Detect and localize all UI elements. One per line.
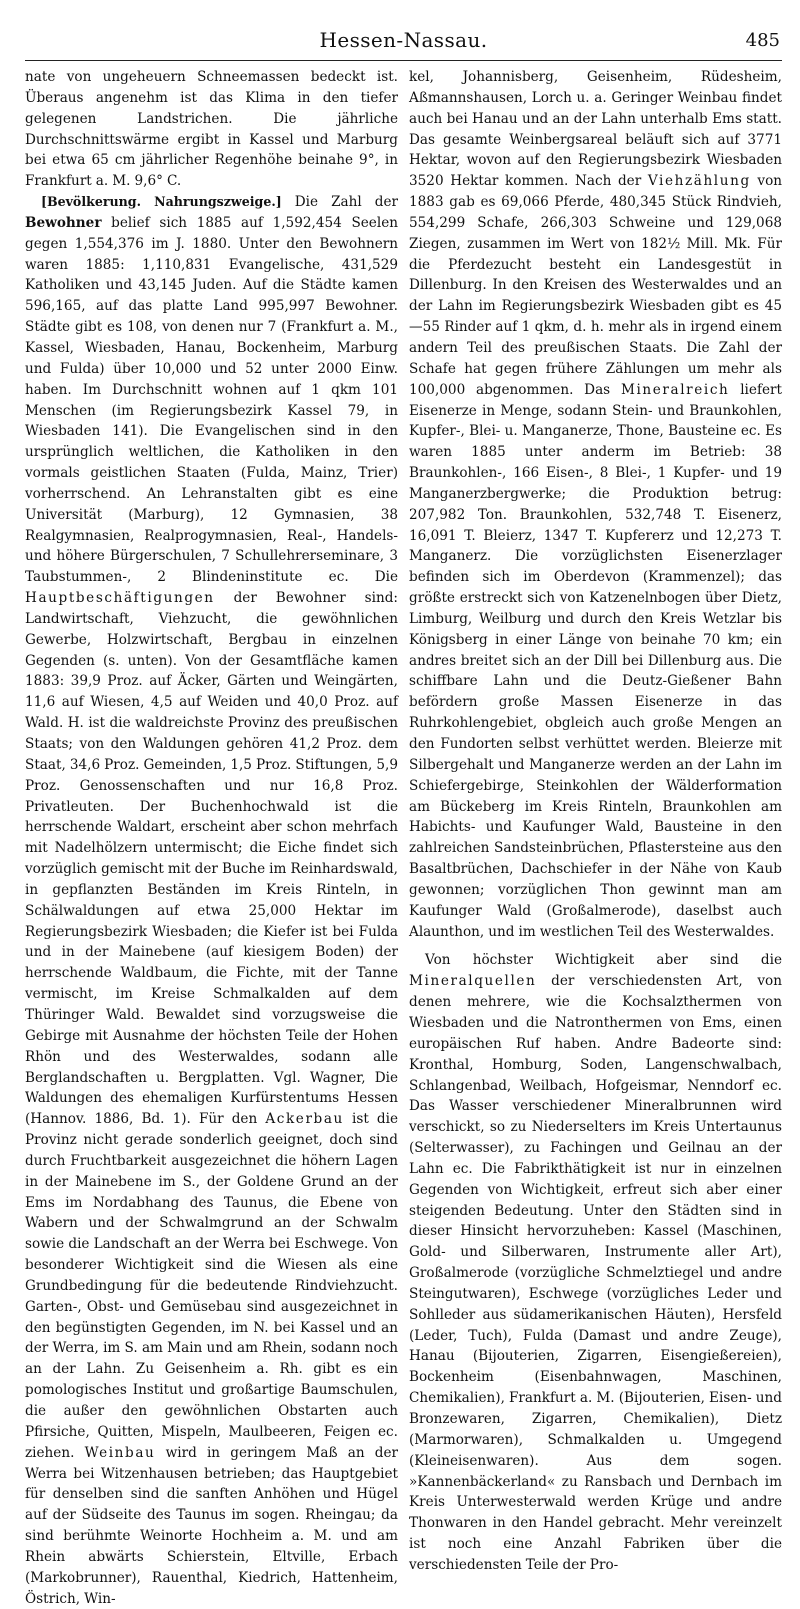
paragraph-population — [25, 192, 398, 1609]
text-columns — [25, 67, 782, 1609]
text-run: liefert Eisenerze in Menge, sodann Stein- und Braunkohlen, Kupfer-, Blei- u. Manganerze, Thone, Bausteine ec. Es waren 1885 unter anderm im Betrieb: 38 Braunkohlen-, 166 Eisen-, 8 Blei-, 1 Kupfer- und 19 Manganerzbergwerke; die Produktion betrug: 207,982 Ton. Braunkohlen, 532,748 T. Eisenerz, 16,091 T. Bleierz, 1347 T. Kupfererz und 12,273 T. Manganerz. Die vorzüglichsten Eisenerzlager befinden sich im Oberdevon (Krammenzel); das größte erstreckt sich von Katzenelnbogen über Dietz, Limburg, Weilburg und durch den Kreis Wetzlar bis Königsberg in einer Länge von beinahe 70 km; ein andres breitet sich an der Dill bei Dillenburg aus. Die schiffbare Lahn und die Deutz-Gießener Bahn befördern große Massen Eisenerze in das Ruhrkohlengebiet, obgleich auch große Mengen an den Fundorten selbst verhüttet werden. Bleierze mit Silbergehalt und Manganerze werden an der Lahn im Schiefergebirge, Steinkohlen der Wälderformation am Bückeberg im Kreis Rinteln, Braunkohlen am Habichts- und Kaufunger Wald, Bausteine in den zahlreichen Sandsteinbrüchen, Pflastersteine aus den Basaltbrüchen, Dachschiefer in der Nähe von Kaub gewonnen; vorzüglichen Thon gewinnt man am Kaufunger Wald (Großalmerode), daselbst auch Alaunthon, und im westlichen Teil des Westerwaldes. — [409, 381, 782, 940]
keyword-mineralquellen: Mineralquellen — [409, 973, 537, 990]
page-number: 485 — [745, 30, 780, 51]
right-column — [409, 67, 782, 1609]
text-run: wird in geringem Maß an der Werra bei Witzenhausen betrieben; das Hauptgebiet für denselben sind die sanften Anhöhen und Hügel auf der Südseite des Taunus im sogen. Rheingau; da sind berühmte Weinorte Hochheim a. M. und am Rhein abwärts Schierstein, Eltville, Erbach (Markobrunner), Rauenthal, Kiedrich, Hattenheim, Östrich, Win- — [25, 1444, 399, 1607]
keyword-viehzaehlung: Viehzählung — [647, 173, 751, 190]
paragraph-springs-industry — [409, 950, 782, 1575]
page-header — [25, 26, 782, 61]
keyword-bewohner: Bewohner — [25, 214, 102, 231]
text-run: von 1883 gab es 69,066 Pferde, 480,345 Stück Rindvieh, 554,299 Schafe, 266,303 Schweine und 129,068 Ziegen, zusammen im Wert von 182½ Mill. Mk. Für die Pferdezucht besteht ein Landesgestüt in Dillenburg. In den Kreisen des Westerwaldes und an der Lahn im Regierungsbezirk Wiesbaden gibt es 45—55 Rinder auf 1 qkm, d. h. mehr als in irgend einem andern Teil des preußischen Staats. Die Zahl der Schafe hat gegen frühere Zählungen um mehr als 100,000 abgenommen. Das — [409, 173, 783, 398]
paragraph-viticulture-minerals — [409, 67, 782, 942]
text-run: Die Zahl der — [281, 194, 398, 211]
section-heading-population: [Bevölkerung. Nahrungszweige.] — [41, 194, 282, 210]
text-run: der Bewohner sind: Landwirtschaft, Viehzucht, die gewöhnlichen Gewerbe, Holzwirtschaft, Bergbau in einzelnen Gegenden (s. unten). Von der Gesamtfläche kamen 1883: 39,9 Proz. auf Äcker, Gärten und Weingärten, 11,6 auf Wiesen, 4,5 auf Weiden und 40,0 Proz. auf Wald. H. ist die waldreichste Provinz des preußischen Staats; von den Waldungen gehören 41,2 Proz. dem Staat, 34,6 Proz. Gemeinden, 1,5 Proz. Stiftungen, 5,9 Proz. Genossenschaften und nur 16,8 Proz. Privatleuten. Der Buchenhochwald ist die herrschende Waldart, erscheint aber schon mehrfach mit Nadelhölzern untermischt; die Eiche findet sich vorzüglich gemischt mit der Buche im Reinhardswald, in gepflanzten Beständen im Kreis Rinteln, in Schälwaldungen auf etwa 25,000 Hektar im Regierungsbezirk Wiesbaden; die Kiefer ist bei Fulda und in der Mainebene (auf kiesigem Boden) der herrschende Waldbaum, die Fichte, mit der Tanne vermischt, im Kreise Schmalkalden auf dem Thüringer Wald. Bewaldet sind vorzugsweise die Gebirge mit Ausnahme der höchsten Teile der Hohen Rhön und des Westerwaldes, sodann alle Berglandschaften u. Bergplatten. Vgl. Wagner, Die Waldungen des ehemaligen Kurfürstentums Hessen (Hannov. 1886, Bd. 1). Für den — [25, 590, 398, 1128]
text-run: belief sich 1885 auf 1,592,454 Seelen gegen 1,554,376 im J. 1880. Unter den Bewohnern waren 1885: 1,110,831 Evangelische, 431,529 Katholiken und 43,145 Juden. Auf die Städte kamen 596,165, auf das platte Land 995,997 Bewohner. Städte gibt es 108, von denen nur 7 (Frankfurt a. M., Kassel, Wiesbaden, Hanau, Bockenheim, Marburg und Fulda) über 10,000 und 52 unter 2000 Einw. haben. Im Durchschnitt wohnen auf 1 qkm 101 Menschen (im Regierungsbezirk Kassel 79, in Wiesbaden 141). Die Evangelischen sind in den ursprünglich weltlichen, die Katholiken in den vormals geistlichen Staaten (Fulda, Mainz, Trier) vorherrschend. An Lehranstalten gibt es eine Universität (Marburg), 12 Gymnasien, 38 Realgymnasien, Realprogymnasien, Real-, Handels- und höhere Bürgerschulen, 7 Schullehrerseminare, 3 Taubstummen-, 2 Blindeninstitute ec. Die — [25, 214, 398, 586]
keyword-hauptbeschaeftigungen: Hauptbeschäftigungen — [25, 590, 215, 607]
text-run: kel, Johannisberg, Geisenheim, Rüdesheim, Aßmannshausen, Lorch u. a. Geringer Weinbau findet auch bei Hanau und an der Lahn unterhalb Ems statt. Das gesamte Weinbergsareal beläuft sich auf 3771 Hektar, wovon auf den Regierungsbezirk Wiesbaden 3520 Hektar kommen. Nach der — [409, 69, 782, 190]
running-title: Hessen-Nassau. — [319, 28, 488, 52]
keyword-mineralreich: Mineralreich — [620, 381, 730, 398]
text-run: Von höchster Wichtigkeit aber sind die — [425, 952, 782, 969]
text-run: ist die Provinz nicht gerade sonderlich geeignet, doch sind durch Fruchtbarkeit ausgezeichnet die höhern Lagen in der Mainebene im S., der Goldene Grund an der Ems im Nordabhang des Taunus, die Ebene von Wabern und der Schwalmgrund an der Schwalm sowie die Landschaft an der Werra bei Eschwege. Von besonderer Wichtigkeit sind die Wiesen als eine Grundbedingung für die bedeutende Rindviehzucht. Garten-, Obst- und Gemüsebau sind ausgezeichnet in den begünstigten Gegenden, im N. bei Kassel und an der Werra, im S. am Main und am Rhein, sodann noch an der Lahn. Zu Geisenheim a. Rh. gibt es ein pomologisches Institut und großartige Baumschulen, die außer den gewöhnlichen Obstarten auch Pfirsiche, Quitten, Mispeln, Maulbeeren, Feigen ec. ziehen. — [25, 1111, 398, 1461]
text-run: der verschiedensten Art, von denen mehrere, wie die Kochsalzthermen von Wiesbaden und die Natronthermen von Ems, einen europäischen Ruf haben. Andre Badeorte sind: Kronthal, Homburg, Soden, Langenschwalbach, Schlangenbad, Weilbach, Hofgeismar, Nenndorf ec. Das Wasser verschiedener Mineralbrunnen wird verschickt, so zu Niederselters im Kreis Untertaunus (Selterwasser), zu Fachingen und Geilnau an der Lahn ec. Die Fabrikthätigkeit ist nur in einzelnen Gegenden von Wichtigkeit, erfreut sich aber einer steigenden Bedeutung. Unter den Städten sind in dieser Hinsicht hervorzuheben: Kassel (Maschinen, Gold- und Silberwaren, Instrumente aller Art), Großalmerode (vorzügliche Schmelztiegel und andre Steingutwaren), Eschwege (vorzügliches Leder und Sohlleder aus südamerikanischen Häuten), Hersfeld (Leder, Tuch), Fulda (Damast und andre Zeuge), Hanau (Bijouterien, Zigarren, Eisengießereien), Bockenheim (Eisenbahnwagen, Maschinen, Chemikalien), Frankfurt a. M. (Bijouterien, Eisen- und Bronzewaren, Zigarren, Chemikalien), Dietz (Marmorwaren), Schmalkalden u. Umgegend (Kleineisenwaren). Aus dem sogen. »Kannenbäckerland« zu Ransbach und Dernbach im Kreis Unterwesterwald werden Krüge und andre Thonwaren in den Handel gebracht. Mehr vereinzelt ist noch eine Anzahl Fabriken über die verschiedensten Teile der Pro- — [409, 973, 782, 1573]
keyword-ackerbau: Ackerbau — [265, 1111, 344, 1128]
left-column — [25, 67, 398, 1609]
paragraph-climate: nate von ungeheuern Schneemassen bedeckt ist. Überaus angenehm ist das Klima in den tiefer gelegenen Landstrichen. Die jährliche Durchschnittswärme ergibt in Kassel und Marburg bei etwa 65 cm jährlicher Regenhöhe beinahe 9°, in Frankfurt a. M. 9,6° C. — [25, 69, 398, 190]
keyword-weinbau: Weinbau — [84, 1444, 156, 1461]
